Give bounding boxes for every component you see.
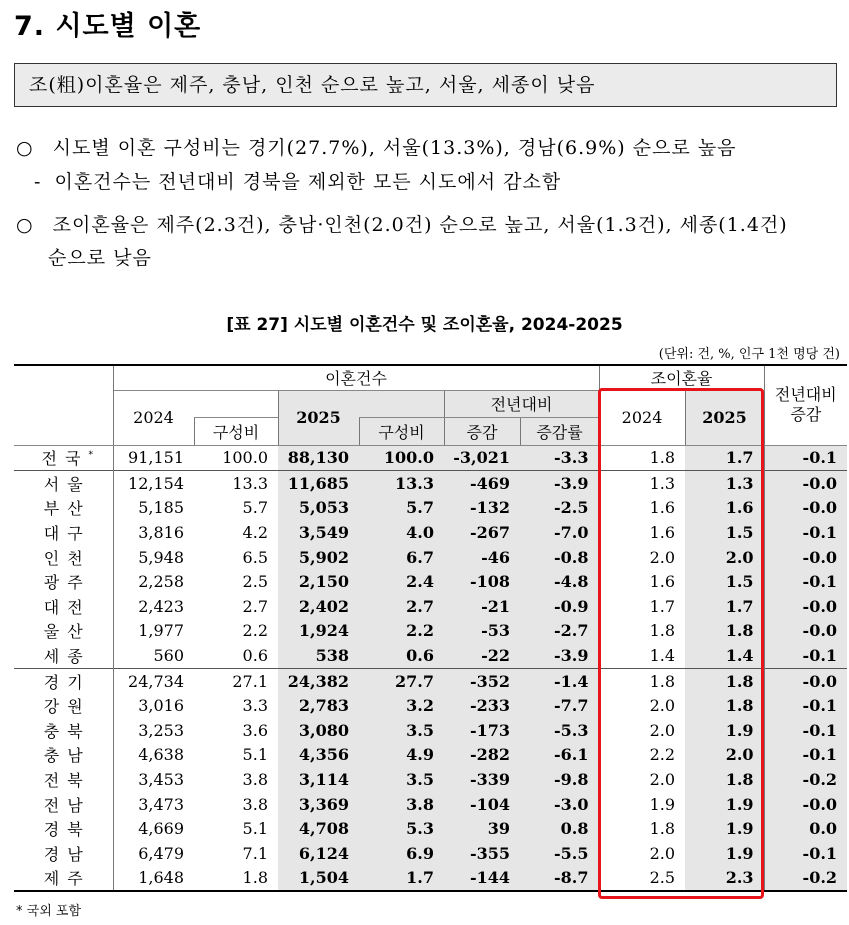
region-cell: 경남	[14, 841, 113, 866]
cell-s2024: 4.2	[242, 523, 268, 543]
table-row	[14, 445, 847, 471]
divorce-table	[14, 364, 847, 892]
cell-s2025: 6.9	[359, 841, 444, 866]
table-row	[14, 643, 847, 668]
cell-c2025: 1,504	[278, 866, 359, 892]
cell-chg: -267	[444, 520, 520, 545]
region-cell: 충북	[14, 718, 113, 743]
cell-s2025: 2.7	[359, 594, 444, 619]
cell-c2024: 3,253	[138, 720, 184, 740]
cell-chgr: -2.7	[520, 619, 599, 644]
cell-r2025: 2.0	[685, 545, 764, 570]
cell-chgr: -7.7	[520, 693, 599, 718]
cell-c2024: 1,977	[138, 621, 184, 641]
cell-rchg: -0.1	[764, 718, 847, 743]
cell-c2024: 2,258	[138, 572, 184, 592]
cell-r2024: 2.2	[599, 743, 685, 768]
cell-r2025: 1.5	[685, 520, 764, 545]
header-share-2025: 구성비	[359, 417, 444, 445]
header-change: 증감	[444, 417, 520, 445]
bullet-text: 조이혼율은 제주(2.3건), 충남·인천(2.0건) 순으로 높고, 서울(1.3건), 세종(1.4건)	[52, 214, 788, 236]
cell-rchg: -0.1	[764, 743, 847, 768]
cell-c2025: 3,369	[278, 792, 359, 817]
cell-c2025: 1,924	[278, 619, 359, 644]
cell-chgr: -3.3	[520, 445, 599, 471]
cell-c2024: 5,948	[138, 547, 184, 567]
cell-rchg: -0.2	[764, 866, 847, 892]
region-header	[14, 365, 113, 445]
cell-r2025: 2.0	[685, 743, 764, 768]
cell-r2024: 1.4	[599, 643, 685, 668]
cell-r2025: 1.4	[685, 643, 764, 668]
cell-s2024: 27.1	[194, 668, 278, 693]
cell-rchg: -0.2	[764, 767, 847, 792]
cell-r2024: 1.8	[599, 668, 685, 693]
cell-chgr: -8.7	[520, 866, 599, 892]
region-cell: 서울	[14, 471, 113, 496]
cell-s2024: 7.1	[242, 843, 268, 863]
cell-chgr: -0.8	[520, 545, 599, 570]
cell-r2025: 1.8	[685, 619, 764, 644]
cell-chg: -3,021	[444, 445, 520, 471]
cell-rchg: -0.0	[764, 496, 847, 521]
summary-box: 조(粗)이혼율은 제주, 충남, 인천 순으로 높고, 서울, 세종이 낮음	[14, 63, 837, 107]
cell-rchg: -0.0	[764, 545, 847, 570]
cell-r2025: 1.7	[685, 445, 764, 471]
cell-c2024: 24,734	[113, 668, 194, 693]
cell-r2025: 1.8	[685, 767, 764, 792]
cell-c2024: 3,016	[138, 696, 184, 716]
cell-r2025: 1.7	[685, 594, 764, 619]
cell-chgr: -2.5	[520, 496, 599, 521]
cell-r2024: 1.8	[599, 445, 685, 471]
cell-s2024: 3.6	[242, 720, 268, 740]
cell-s2024: 13.3	[194, 471, 278, 496]
cell-s2024: 2.5	[242, 572, 268, 592]
cell-c2024: 91,151	[128, 448, 184, 468]
cell-r2024: 1.8	[599, 619, 685, 644]
region-cell: 세종	[14, 643, 113, 668]
bullet-text: 시도별 이혼 구성비는 경기(27.7%), 서울(13.3%), 경남(6.9%) 순으로 높음	[52, 137, 737, 159]
region-cell: 대구	[14, 520, 113, 545]
cell-s2024: 3.8	[242, 770, 268, 790]
cell-r2024: 2.0	[599, 693, 685, 718]
cell-s2025: 5.3	[359, 816, 444, 841]
cell-c2024: 4,638	[138, 745, 184, 765]
cell-c2024: 560	[153, 646, 184, 666]
table-row	[14, 496, 847, 521]
region-cell: 대전	[14, 594, 113, 619]
section-heading: 7. 시도별 이혼	[14, 11, 202, 42]
table-row	[14, 569, 847, 594]
cell-s2025: 3.5	[359, 718, 444, 743]
cell-r2025: 1.9	[685, 816, 764, 841]
cell-chg: -104	[444, 792, 520, 817]
region-cell: 인천	[14, 545, 113, 570]
cell-r2024: 1.6	[599, 569, 685, 594]
cell-chg: -282	[444, 743, 520, 768]
header-share-2024-spacer	[194, 390, 278, 417]
cell-r2024: 2.0	[599, 545, 685, 570]
table-row	[14, 792, 847, 817]
cell-chgr: 0.8	[520, 816, 599, 841]
cell-s2024: 5.1	[242, 745, 268, 765]
cell-rchg: -0.1	[764, 693, 847, 718]
footnote-mark: *	[88, 450, 93, 461]
cell-c2025: 4,708	[278, 816, 359, 841]
cell-chg: -173	[444, 718, 520, 743]
cell-rchg: -0.0	[764, 594, 847, 619]
table-row	[14, 545, 847, 570]
cell-r2024: 1.8	[599, 816, 685, 841]
cell-chgr: -7.0	[520, 520, 599, 545]
table-row	[14, 594, 847, 619]
cell-s2024: 6.5	[242, 547, 268, 567]
cell-rchg: -0.1	[764, 445, 847, 471]
cell-rchg: -0.0	[764, 471, 847, 496]
region-cell: 제주	[14, 866, 113, 892]
cell-s2025: 13.3	[359, 471, 444, 496]
cell-s2024: 100.0	[222, 448, 268, 468]
table-row	[14, 619, 847, 644]
table-unit: (단위: 건, %, 인구 1천 명당 건)	[658, 347, 840, 362]
cell-s2025: 4.0	[359, 520, 444, 545]
rate-change-header-l2: 증감	[790, 405, 822, 425]
header-yoy: 전년대비	[444, 390, 599, 417]
region-cell: 광주	[14, 569, 113, 594]
cell-chg: -233	[444, 693, 520, 718]
header-2024: 2024	[113, 390, 194, 445]
table-row	[14, 866, 847, 892]
header-rate-2025: 2025	[685, 390, 764, 445]
cell-s2025: 2.2	[359, 619, 444, 644]
cell-c2025: 24,382	[278, 668, 359, 693]
cell-c2025: 538	[278, 643, 359, 668]
cell-r2024: 2.0	[599, 718, 685, 743]
bullet-2	[34, 167, 561, 194]
cell-s2025: 0.6	[359, 643, 444, 668]
cell-r2024: 1.7	[599, 594, 685, 619]
cell-chgr: -3.0	[520, 792, 599, 817]
cell-chg: -352	[444, 668, 520, 693]
cell-chg: -21	[444, 594, 520, 619]
table-row	[14, 471, 847, 496]
cell-rchg: -0.1	[764, 841, 847, 866]
cell-s2024: 0.6	[242, 646, 268, 666]
rate-change-header-l1: 전년대비	[774, 385, 837, 405]
cell-chgr: -1.4	[520, 668, 599, 693]
cell-rchg: -0.0	[764, 668, 847, 693]
bullet-3	[16, 210, 788, 237]
cell-c2024: 4,669	[138, 819, 184, 839]
footnote: * 국외 포함	[16, 904, 81, 919]
cell-s2025: 3.2	[359, 693, 444, 718]
cell-r2025: 2.3	[685, 866, 764, 892]
cell-s2024: 1.8	[194, 866, 278, 892]
cell-r2025: 1.8	[685, 668, 764, 693]
region-cell: 강원	[14, 693, 113, 718]
cell-r2025: 1.3	[685, 471, 764, 496]
bullet-3-continued: 순으로 낮음	[48, 247, 152, 269]
cell-r2024: 2.0	[599, 841, 685, 866]
count-group-header: 이혼건수	[113, 365, 599, 390]
cell-chgr: -6.1	[520, 743, 599, 768]
cell-c2025: 2,402	[278, 594, 359, 619]
cell-c2025: 11,685	[278, 471, 359, 496]
cell-s2025: 3.5	[359, 767, 444, 792]
cell-c2024: 3,816	[138, 523, 184, 543]
cell-chgr: -5.3	[520, 718, 599, 743]
cell-s2025: 2.4	[359, 569, 444, 594]
cell-r2025: 1.9	[685, 718, 764, 743]
cell-chgr: -3.9	[520, 643, 599, 668]
cell-r2024: 2.0	[599, 767, 685, 792]
cell-c2025: 2,783	[278, 693, 359, 718]
region-cell: 경기	[14, 668, 113, 693]
cell-r2024: 1.6	[599, 496, 685, 521]
cell-s2025: 4.9	[359, 743, 444, 768]
cell-c2025: 5,053	[278, 496, 359, 521]
bullet-mark: ○	[16, 214, 34, 236]
cell-c2025: 3,549	[278, 520, 359, 545]
bullet-1	[16, 133, 737, 160]
cell-s2025: 27.7	[359, 668, 444, 693]
cell-r2024: 1.3	[599, 471, 685, 496]
cell-s2024: 5.7	[242, 498, 268, 518]
table-row	[14, 668, 847, 693]
cell-c2025: 3,080	[278, 718, 359, 743]
header-share-2025-spacer	[359, 390, 444, 417]
region-cell: 전북	[14, 767, 113, 792]
bullet-text: 이혼건수는 전년대비 경북을 제외한 모든 시도에서 감소함	[54, 171, 562, 193]
cell-chg: -108	[444, 569, 520, 594]
cell-chg: 39	[444, 816, 520, 841]
header-share-2024: 구성비	[194, 417, 278, 445]
table-row	[14, 816, 847, 841]
cell-chg: -132	[444, 496, 520, 521]
cell-s2025: 5.7	[359, 496, 444, 521]
cell-c2025: 88,130	[278, 445, 359, 471]
cell-c2025: 2,150	[278, 569, 359, 594]
cell-r2025: 1.5	[685, 569, 764, 594]
cell-chg: -144	[444, 866, 520, 892]
cell-c2024: 12,154	[113, 471, 194, 496]
cell-s2024: 2.7	[242, 596, 268, 616]
cell-s2024: 2.2	[242, 621, 268, 641]
cell-chg: -46	[444, 545, 520, 570]
cell-r2025: 1.9	[685, 841, 764, 866]
cell-chgr: -4.8	[520, 569, 599, 594]
cell-c2025: 4,356	[278, 743, 359, 768]
rate-group-header: 조이혼율	[599, 365, 764, 390]
header-2025: 2025	[278, 390, 359, 445]
region-cell: 경북	[14, 816, 113, 841]
cell-chg: -469	[444, 471, 520, 496]
cell-rchg: 0.0	[764, 816, 847, 841]
cell-r2025: 1.9	[685, 792, 764, 817]
cell-chg: -355	[444, 841, 520, 866]
cell-r2025: 1.6	[685, 496, 764, 521]
cell-chg: -53	[444, 619, 520, 644]
cell-c2024: 3,453	[138, 770, 184, 790]
table-row	[14, 767, 847, 792]
cell-c2025: 5,902	[278, 545, 359, 570]
cell-chgr: -3.9	[520, 471, 599, 496]
table-row	[14, 718, 847, 743]
bullet-mark: -	[34, 171, 42, 193]
cell-s2024: 3.3	[242, 696, 268, 716]
cell-r2025: 1.8	[685, 693, 764, 718]
cell-rchg: -0.1	[764, 569, 847, 594]
cell-chg: -22	[444, 643, 520, 668]
bullet-mark: ○	[16, 137, 34, 159]
cell-rchg: -0.1	[764, 643, 847, 668]
cell-r2024: 2.5	[599, 866, 685, 892]
cell-chg: -339	[444, 767, 520, 792]
cell-r2024: 1.6	[599, 520, 685, 545]
cell-c2024: 3,473	[138, 794, 184, 814]
cell-c2024: 6,479	[138, 843, 184, 863]
region-cell: 울산	[14, 619, 113, 644]
cell-c2024: 5,185	[138, 498, 184, 518]
cell-chgr: -0.9	[520, 594, 599, 619]
table-row	[14, 693, 847, 718]
table-row	[14, 841, 847, 866]
cell-s2024: 5.1	[242, 819, 268, 839]
header-rate-2024: 2024	[599, 390, 685, 445]
region-cell: 충남	[14, 743, 113, 768]
cell-rchg: -0.0	[764, 792, 847, 817]
cell-s2025: 1.7	[359, 866, 444, 892]
header-change-rate: 증감률	[520, 417, 599, 445]
cell-rchg: -0.0	[764, 619, 847, 644]
rate-change-header	[764, 365, 847, 445]
cell-c2024: 1,648	[113, 866, 194, 892]
cell-c2025: 3,114	[278, 767, 359, 792]
cell-r2024: 1.9	[599, 792, 685, 817]
cell-chgr: -9.8	[520, 767, 599, 792]
cell-c2025: 6,124	[278, 841, 359, 866]
cell-s2025: 6.7	[359, 545, 444, 570]
cell-s2025: 100.0	[359, 445, 444, 471]
table-title: [표 27] 시도별 이혼건수 및 조이혼율, 2024-2025	[226, 315, 623, 335]
table-row	[14, 520, 847, 545]
region-cell: 전국*	[14, 445, 113, 471]
cell-rchg: -0.1	[764, 520, 847, 545]
table-row	[14, 743, 847, 768]
region-cell: 부산	[14, 496, 113, 521]
cell-s2024: 3.8	[242, 794, 268, 814]
cell-s2025: 3.8	[359, 792, 444, 817]
cell-c2024: 2,423	[138, 596, 184, 616]
cell-chgr: -5.5	[520, 841, 599, 866]
region-cell: 전남	[14, 792, 113, 817]
